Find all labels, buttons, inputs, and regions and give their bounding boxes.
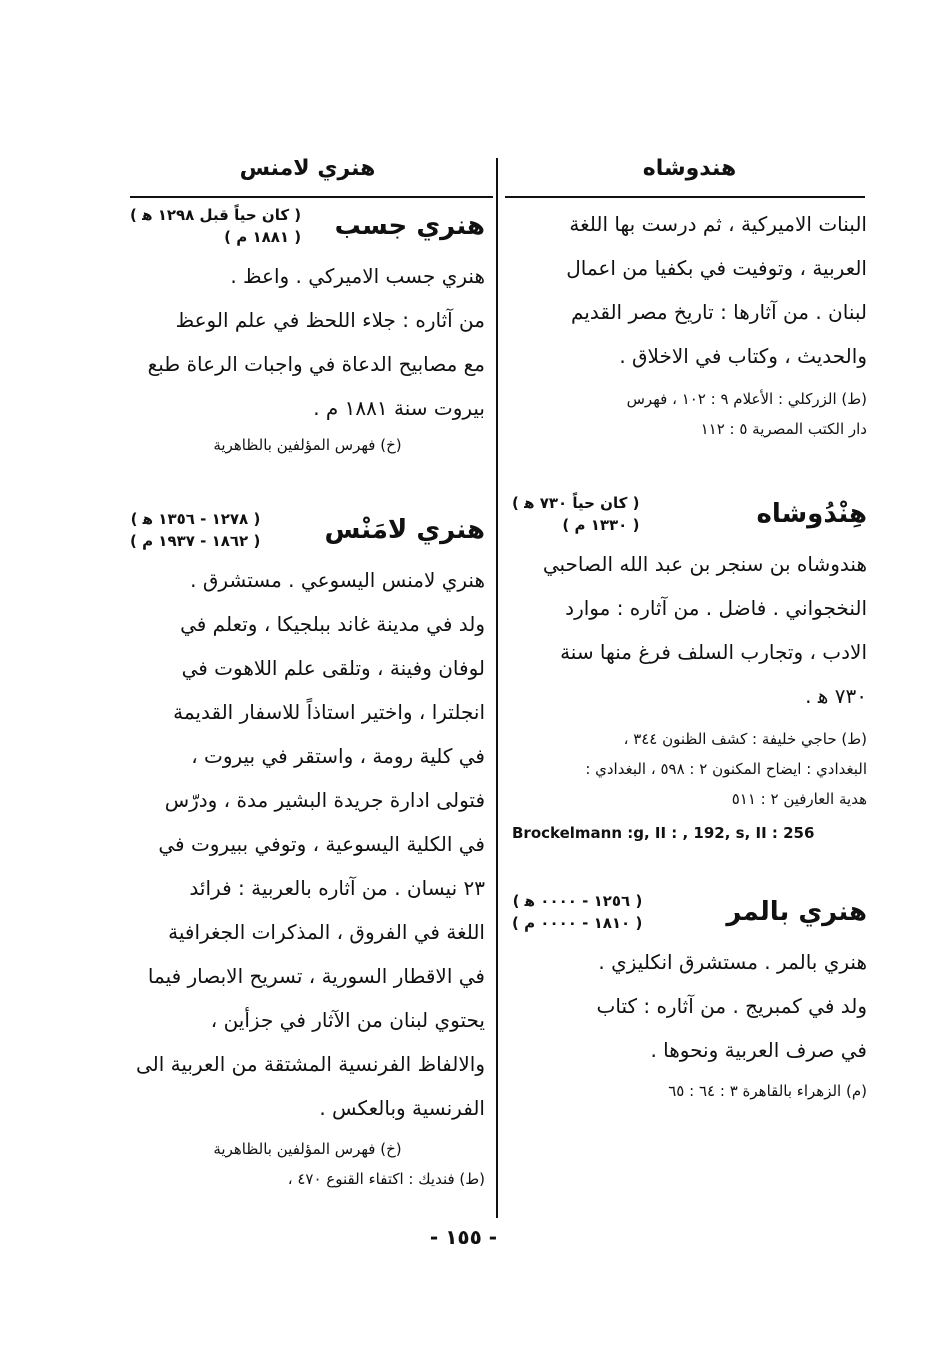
hijri-date: ( كان حياً ٧٣٠ ﻫ )	[512, 494, 640, 512]
hijri-date: ( كان حياً قبل ١٢٩٨ ﻫ )	[130, 206, 302, 224]
reference-line: دار الكتب المصرية ٥ : ١١٢	[700, 420, 867, 438]
reference-line: البغدادي : ايضاح المكنون ٢ : ٥٩٨ ، البغدادي :	[585, 760, 867, 778]
text-line: في الكلية اليسوعية ، وتوفي ببيروت في	[158, 832, 485, 856]
right-column	[512, 150, 867, 1106]
entry-name: هنري بالمر	[726, 897, 867, 927]
text-line: هنري جسب الاميركي . واعظ .	[230, 264, 485, 288]
header-rule-left	[130, 196, 493, 198]
text-line: في صرف العربية ونحوها .	[650, 1038, 867, 1062]
text-line: في الاقطار السورية ، تسريح الابصار فيما	[147, 964, 485, 988]
text-line: من آثاره : جلاء اللحظ في علم الوعظ	[175, 308, 485, 332]
entry-heading-hindushah	[512, 492, 867, 536]
hijri-date: ( ١٢٥٦ - ٠٠٠٠ ﻫ )	[512, 892, 643, 910]
entry-name: هنري جسب	[334, 211, 485, 241]
header-rule-right	[505, 196, 865, 198]
text-line: الادب ، وتجارب السلف فرغ منها سنة	[560, 640, 867, 664]
gregorian-date: ( ١٨٨١ م )	[224, 228, 302, 246]
hijri-date: ( ١٢٧٨ - ١٣٥٦ ﻫ )	[130, 510, 261, 528]
text-line: فتولى ادارة جريدة البشير مدة ، ودرّس	[164, 788, 485, 812]
text-line: النخجواني . فاضل . من آثاره : موارد	[565, 596, 867, 620]
text-line: ٢٣ نيسان . من آثاره بالعربية : فرائد	[189, 876, 485, 900]
text-line: يحتوي لبنان من الآثار في جزأين ،	[210, 1008, 485, 1032]
gregorian-date: ( ١٨١٠ - ٠٠٠٠ م )	[512, 914, 643, 932]
text-line: ولد في مدينة غاند ببلجيكا ، وتعلم في	[180, 612, 485, 636]
entry-heading-palmer	[512, 890, 867, 934]
text-line: الفرنسية وبالعكس .	[319, 1096, 485, 1120]
text-line: مع مصابيح الدعاة في واجبات الرعاة طبع	[147, 352, 485, 376]
text-line: والالفاظ الفرنسية المشتقة من العربية الى	[135, 1052, 485, 1076]
entry-heading-lammens	[130, 508, 485, 552]
text-line: لبنان . من آثارها : تاريخ مصر القديم	[570, 300, 867, 324]
entry-dates	[512, 492, 639, 536]
text-line: ولد في كمبريج . من آثاره : كتاب	[596, 994, 867, 1018]
text-line: ٧٣٠ ﻫ .	[805, 684, 867, 708]
entry-heading-jessup	[130, 204, 485, 248]
entry-dates	[130, 508, 260, 552]
reference-line: (م) الزهراء بالقاهرة ٣ : ٦٤ : ٦٥	[668, 1082, 867, 1100]
right-running-header: هندوشاه	[642, 156, 737, 181]
entry-dates	[512, 890, 642, 934]
text-line: البنات الاميركية ، ثم درست بها اللغة	[569, 212, 867, 236]
gregorian-date: ( ١٨٦٢ - ١٩٣٧ م )	[130, 532, 261, 550]
entry-name: هِنْدُوشاه	[756, 499, 867, 529]
entry-dates	[130, 204, 301, 248]
text-line: هنري بالمر . مستشرق انكليزي .	[598, 950, 867, 974]
reference-line: هدية العارفين ٢ : ٥١١	[731, 790, 867, 808]
text-line: العربية ، وتوفيت في بكفيا من اعمال	[566, 256, 867, 280]
latin-reference: Brockelmann :g, II : , 192, s, II : 256	[512, 824, 815, 842]
left-running-header: هنري لامنس	[239, 156, 376, 181]
text-line: اللغة في الفروق ، المذكرات الجغرافية	[168, 920, 485, 944]
text-line: لوفان وفينة ، وتلقى علم اللاهوت في	[181, 656, 485, 680]
reference-line: (ط) الزركلي : الأعلام ٩ : ١٠٢ ، فهرس	[626, 390, 867, 408]
reference-line: (ط) حاجي خليفة : كشف الظنون ٣٤٤ ،	[623, 730, 867, 748]
text-line: هندوشاه بن سنجر بن عبد الله الصاحبي	[542, 552, 867, 576]
page-number: - ١٥٥ -	[429, 1225, 498, 1249]
entry-name: هنري لامَنْس	[324, 515, 485, 545]
text-line: في كلية رومة ، واستقر في بيروت ،	[191, 744, 485, 768]
text-line: بيروت سنة ١٨٨١ م .	[313, 396, 485, 420]
reference-line: (خ) فهرس المؤلفين بالظاهرية	[213, 1140, 402, 1158]
reference-line: (ط) فنديك : اكتفاء القنوع ٤٧٠ ،	[287, 1170, 485, 1188]
gregorian-date: ( ١٣٣٠ م )	[562, 516, 640, 534]
text-line: انجلترا ، واختير استاذاً للاسفار القديمة	[173, 700, 485, 724]
text-line: والحديث ، وكتاب في الاخلاق .	[619, 344, 867, 368]
left-column	[130, 150, 485, 1194]
text-line: هنري لامنس اليسوعي . مستشرق .	[190, 568, 485, 592]
column-divider	[496, 158, 498, 1218]
continued-entry-text	[512, 202, 867, 378]
reference-line: (خ) فهرس المؤلفين بالظاهرية	[213, 436, 402, 454]
